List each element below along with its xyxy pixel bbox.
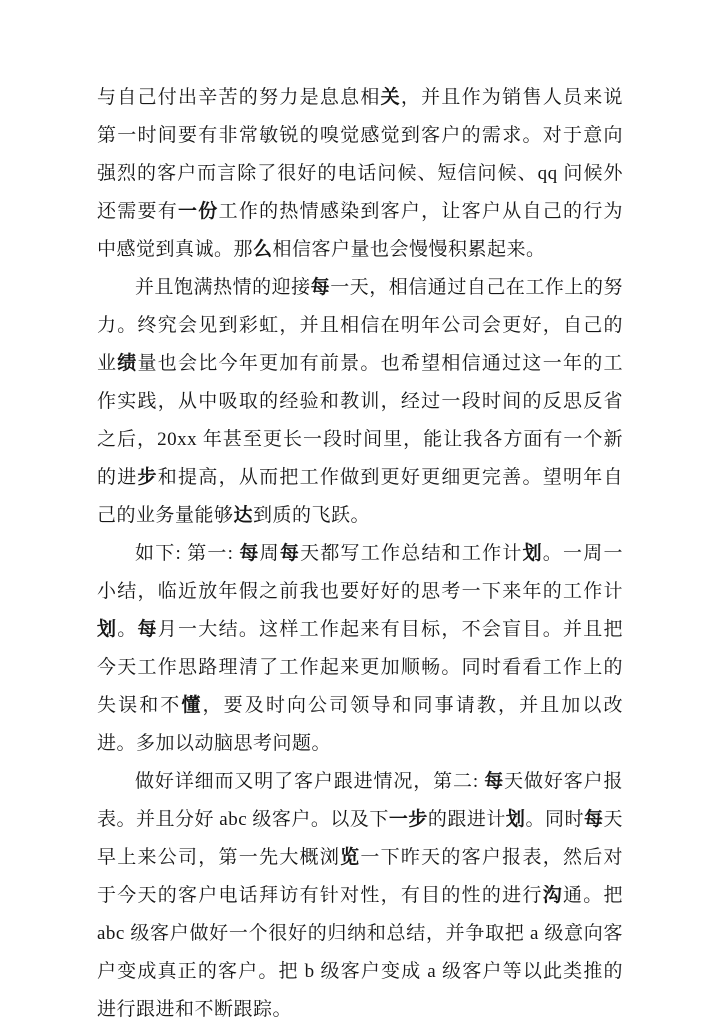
paragraph (97, 763, 623, 1029)
text-run: 每 (484, 771, 505, 792)
text-run: 达 (233, 505, 254, 526)
text-run: 划 (505, 809, 526, 830)
text-run: 每 (279, 543, 301, 564)
text-run: 关 (380, 87, 401, 108)
text-run: 并且饱满热情的迎接 (135, 277, 311, 298)
text-run: 工作的热情感染到客户，让客户从自己的行为中感觉到真诚。那 (97, 201, 623, 260)
text-run: 与自己付出辛苦的努力是息息相 (97, 87, 381, 108)
text-run: 么 (253, 239, 273, 260)
text-run: 月一大结。这样工作起来有目标，不会盲目。并且把今天工作思路理清了工作起来更加顺畅。同时看看工作上的失误和不 (97, 619, 623, 716)
paragraph (97, 79, 623, 269)
paragraph (97, 535, 623, 763)
text-run: 天都写工作总结和工作计 (300, 543, 523, 564)
text-run: 相信客户量也会慢慢积累起来。 (272, 239, 546, 260)
text-run: ，要及时向公司领导和同事请教，并且加以改进。多加以动脑思考问题。 (97, 695, 623, 754)
text-run: 懂 (181, 695, 203, 716)
text-run: 沟 (542, 885, 563, 906)
document-body (97, 79, 623, 1029)
paragraph (97, 269, 623, 535)
text-run: 步 (137, 467, 158, 488)
text-run: ，并且作为销售人员来说第一时间要有非常敏锐的嗅觉感觉到客户的需求。对于意向强烈的客户而言除了很好的电话问候、短信问候、qq 问候外还需要有 (97, 87, 623, 222)
text-run: 通。把 abc 级客户做好一个很好的归纳和总结，并争取把 a 级意向客户变成真正的客户。把 b 级客户变成 a 级客户等以此类推的进行跟进和不断跟踪。 (97, 885, 623, 1020)
text-run: 每 (137, 619, 158, 640)
text-run: 划 (97, 619, 118, 640)
text-run: 每 (583, 809, 604, 830)
text-run: 绩 (117, 353, 138, 374)
text-run: 如下: 第一: (135, 543, 240, 564)
text-run: 一份 (178, 201, 219, 222)
text-run: 周 (259, 543, 280, 564)
text-run: 一下昨天的客户报表，然后对于今天的客户电话拜访有针对性，有目的性的进行 (97, 847, 623, 906)
text-run: 。一周一小结，临近放年假之前我也要好好的思考一下来年的工作计 (97, 543, 623, 602)
text-run: 天做好客户报表。并且分好 abc 级客户。以及下 (97, 771, 623, 830)
text-run: 和提高，从而把工作做到更好更细更完善。望明年自己的业务量能够 (97, 467, 623, 526)
text-run: 。 (117, 619, 138, 640)
text-run: 的跟进计 (427, 809, 506, 830)
text-run: 一天，相信通过自己在工作上的努力。终究会见到彩虹，并且相信在明年公司会更好，自己的业 (97, 277, 623, 374)
text-run: 。同时 (525, 809, 584, 830)
text-run: 做好详细而又明了客户跟进情况，第二: (135, 771, 485, 792)
text-run: 览 (340, 847, 361, 868)
text-run: 一步 (388, 809, 428, 830)
text-run: 划 (522, 543, 543, 564)
text-run: 量也会比今年更加有前景。也希望相信通过这一年的工作实践，从中吸取的经验和教训，经过一段时间的反思反省之后，20xx 年甚至更长一段时间里，能让我各方面有一个新的进 (97, 353, 623, 488)
text-run: 天早上来公司，第一先大概浏 (97, 809, 623, 868)
text-run: 每 (239, 543, 260, 564)
text-run: 到质的飞跃。 (253, 505, 371, 526)
text-run: 每 (310, 277, 331, 298)
